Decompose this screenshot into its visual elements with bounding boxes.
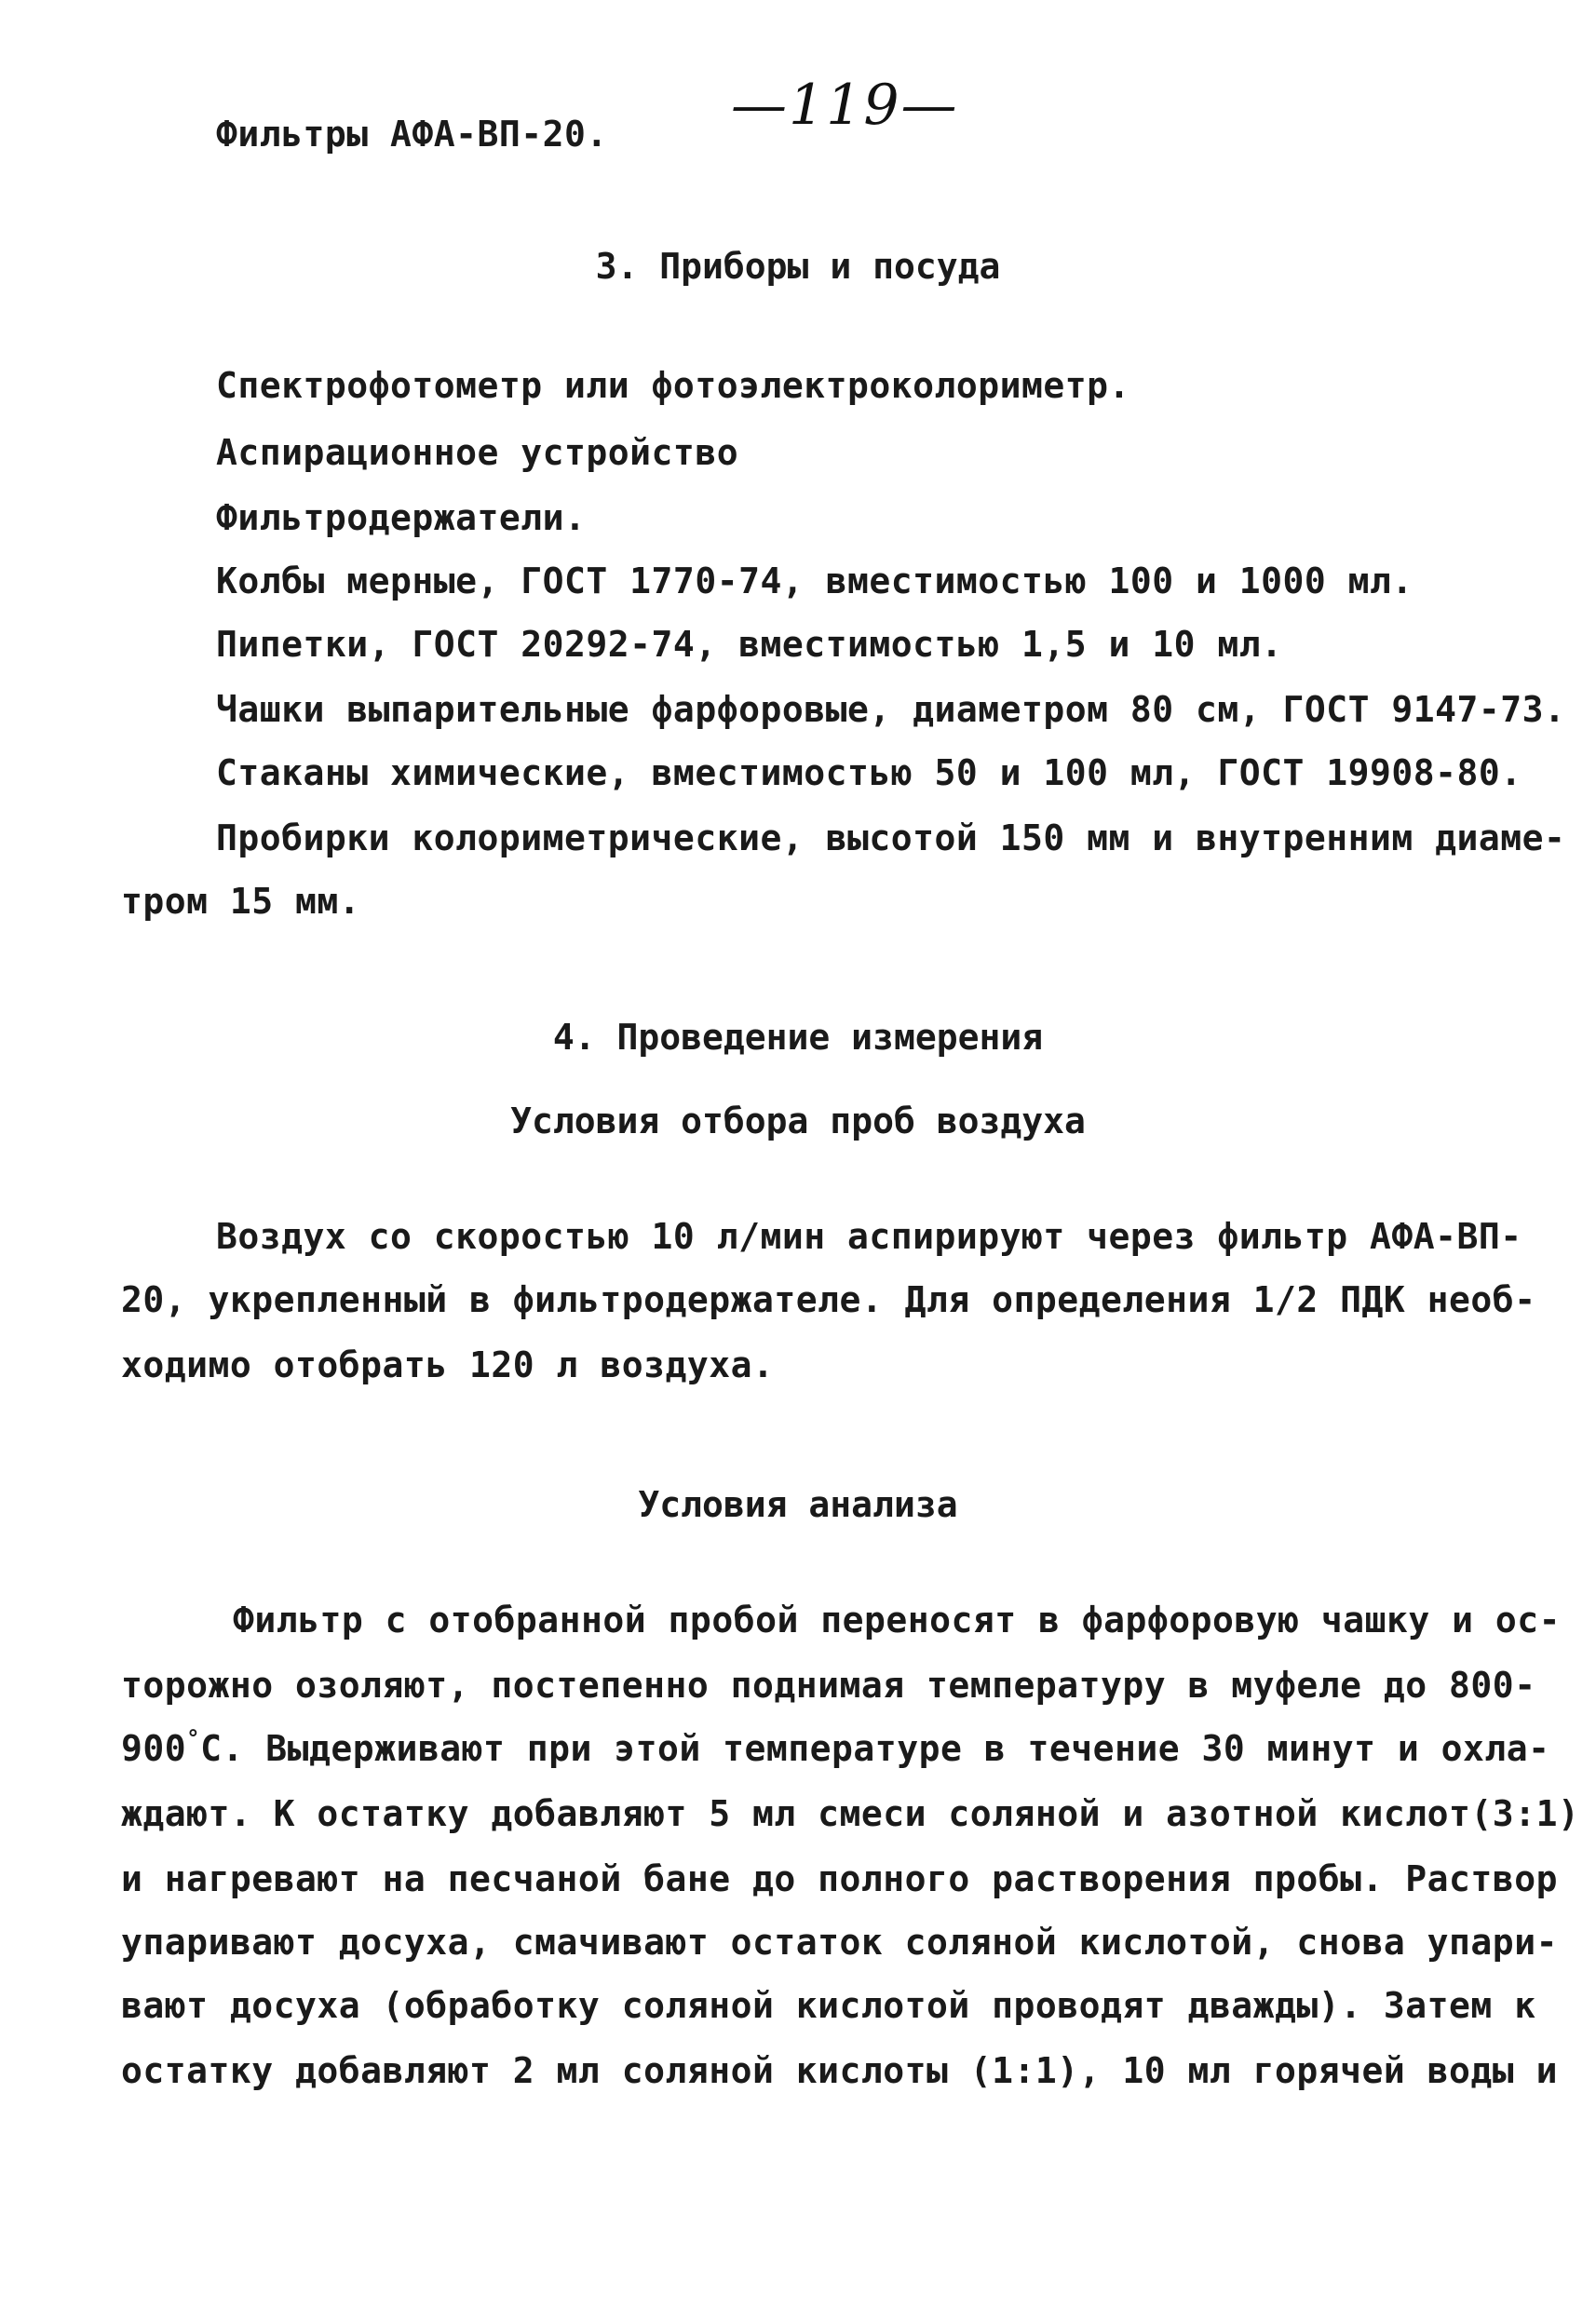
paragraph-line: и нагревают на песчаной бане до полного растворения пробы. Раствор (121, 1858, 1558, 1899)
section-4-subtitle: Условия отбора проб воздуха (510, 1100, 1086, 1141)
section-3-line: Спектрофотометр или фотоэлектроколориметр. (216, 365, 1130, 406)
section-3-line: тром 15 мм. (121, 881, 361, 922)
paragraph-line: остатку добавляют 2 мл соляной кислоты (1:1), 10 мл горячей воды и (121, 2050, 1558, 2091)
paragraph-line: вают досуха (обработку соляной кислотой проводят дважды). Затем к (121, 1985, 1536, 2026)
paragraph-line: 20, укрепленный в фильтродержателе. Для определения 1/2 ПДК необ- (121, 1279, 1536, 1320)
paragraph-line (121, 1726, 1550, 1771)
analysis-conditions-title: Условия анализа (638, 1484, 958, 1525)
section-3-line: Колбы мерные, ГОСТ 1770-74, вместимостью 100 и 1000 мл. (216, 560, 1413, 601)
paragraph-line: Воздух со скоростью 10 л/мин аспирируют через фильтр АФА-ВП- (216, 1216, 1522, 1257)
paragraph-line: торожно озоляют, постепенно поднимая температуру в муфеле до 800- (121, 1665, 1536, 1706)
section-3-line: Стаканы химические, вместимостью 50 и 100 мл, ГОСТ 19908-80. (216, 752, 1522, 793)
paragraph-line: упаривают досуха, смачивают остаток соляной кислотой, снова упари- (121, 1922, 1558, 1963)
paragraph-line: ходимо отобрать 120 л воздуха. (121, 1344, 775, 1385)
section-3-title: 3. Приборы и посуда (595, 246, 1001, 287)
section-3-line: Пипетки, ГОСТ 20292-74, вместимостью 1,5 и 10 мл. (216, 624, 1283, 665)
section-3-line: Фильтродержатели. (216, 497, 587, 538)
paragraph-line: ждают. К остатку добавляют 5 мл смеси соляной и азотной кислот(3:1) (121, 1793, 1580, 1834)
temperature-value: 900 (121, 1728, 187, 1769)
page-number: —119— (731, 73, 959, 138)
paragraph-line-rest: С. Выдерживают при этой температуре в течение 30 минут и охла- (200, 1728, 1550, 1769)
section-3-line: Чашки выпарительные фарфоровые, диаметром 80 см, ГОСТ 9147-73. (216, 689, 1566, 730)
filter-line: Фильтры АФА-ВП-20. (216, 114, 608, 155)
paragraph-line: Фильтр с отобранной пробой переносят в фарфоровую чашку и ос- (233, 1600, 1562, 1641)
section-3-line: Пробирки колориметрические, высотой 150 мм и внутренним диаме- (216, 817, 1566, 858)
degree-sign: ° (186, 1725, 201, 1751)
section-4-title: 4. Проведение измерения (552, 1017, 1044, 1058)
section-3-line: Аспирационное устройство (216, 432, 739, 473)
